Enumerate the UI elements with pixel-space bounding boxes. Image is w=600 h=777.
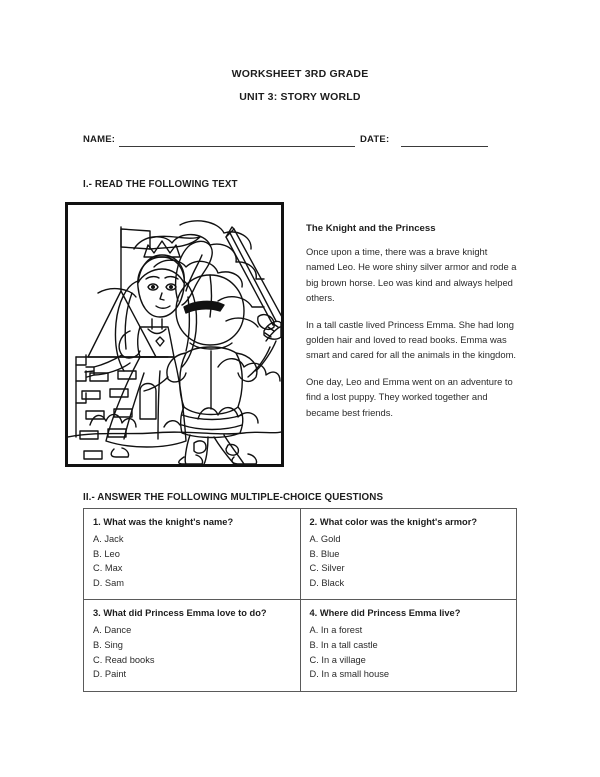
- table-row: [84, 509, 517, 600]
- question-cell-4[interactable]: [300, 600, 517, 691]
- page-title: WORKSHEET 3RD GRADE: [231, 68, 369, 80]
- question-option[interactable]: B. Leo: [93, 548, 120, 559]
- question-option[interactable]: D. Paint: [93, 669, 127, 680]
- question-option[interactable]: D. Sam: [93, 577, 124, 588]
- question-option[interactable]: B. In a tall castle: [309, 639, 378, 650]
- question-option[interactable]: A. Dance: [93, 625, 132, 636]
- question-option[interactable]: A. Gold: [309, 534, 341, 544]
- question-option[interactable]: C. In a village: [309, 654, 366, 665]
- question-prompt: 4. Where did Princess Emma live?: [309, 608, 461, 619]
- story-illustration: [65, 202, 284, 467]
- question-option[interactable]: D. In a small house: [309, 669, 390, 680]
- question-option[interactable]: C. Max: [93, 563, 123, 574]
- story-paragraph-1: Once upon a time, there was a brave knight named Leo. He wore shiny silver armor and rode a big brown horse. Leo was kind and always helped others.: [306, 246, 517, 304]
- question-prompt: 1. What was the knight's name?: [93, 517, 234, 527]
- question-option[interactable]: C. Silver: [309, 563, 345, 574]
- question-cell-2[interactable]: [300, 509, 517, 600]
- question-option[interactable]: B. Sing: [93, 639, 123, 650]
- story-title: The Knight and the Princess: [306, 223, 436, 234]
- story-text-column: [306, 222, 518, 420]
- name-date-row: [83, 134, 523, 150]
- date-label: DATE:: [360, 134, 390, 145]
- question-cell-1[interactable]: [84, 509, 301, 600]
- name-label: NAME:: [83, 134, 116, 145]
- date-input-line[interactable]: [401, 146, 488, 147]
- question-option[interactable]: D. Black: [309, 577, 345, 588]
- page-subtitle: UNIT 3: STORY WORLD: [239, 91, 361, 103]
- question-option[interactable]: C. Read books: [93, 654, 155, 665]
- question-cell-3[interactable]: [84, 600, 301, 691]
- question-option[interactable]: B. Blue: [309, 548, 340, 559]
- question-option[interactable]: A. Jack: [93, 534, 124, 544]
- questions-table: [83, 508, 517, 692]
- story-paragraph-3: One day, Leo and Emma went on an adventure to find a lost puppy. They worked together and became best friends.: [306, 375, 513, 418]
- table-row: [84, 600, 517, 691]
- question-prompt: 3. What did Princess Emma love to do?: [93, 608, 267, 619]
- story-paragraph-2: In a tall castle lived Princess Emma. She had long golden hair and loved to read books. Emma was smart and cared for all the animals in the kingdom.: [306, 318, 516, 361]
- name-input-line[interactable]: [119, 146, 355, 147]
- section-two-heading: II.- ANSWER THE FOLLOWING MULTIPLE-CHOICE QUESTIONS: [83, 492, 384, 503]
- section-one-heading: I.- READ THE FOLLOWING TEXT: [83, 179, 238, 190]
- question-prompt: 2. What color was the knight's armor?: [309, 517, 478, 527]
- question-option[interactable]: A. In a forest: [309, 625, 363, 636]
